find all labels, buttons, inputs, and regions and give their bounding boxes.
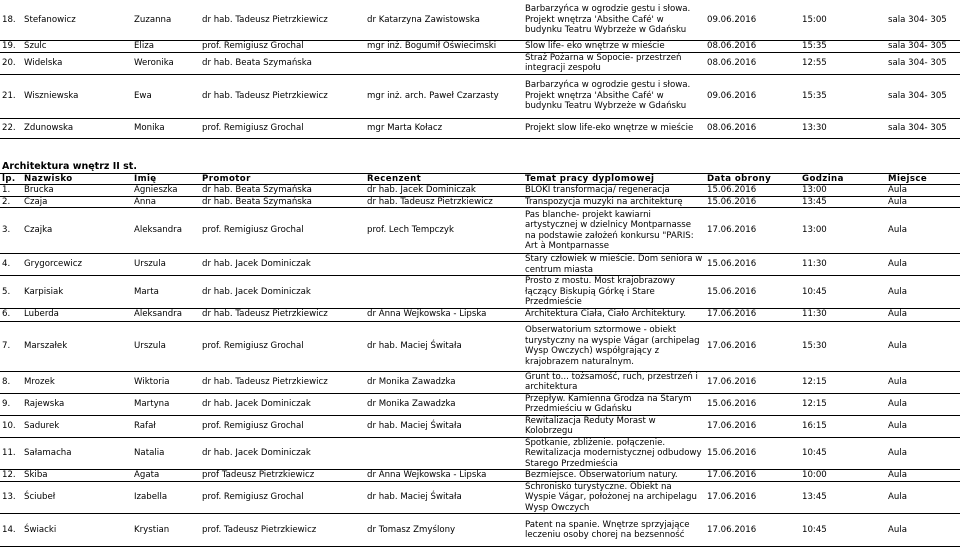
cell-surname: Rajewska: [22, 393, 132, 415]
table-row: [0, 208, 960, 254]
cell-promotor: prof. Remigiusz Grochal: [200, 118, 365, 138]
cell-time: 15:35: [800, 40, 886, 52]
cell-lp: 11.: [0, 437, 22, 470]
cell-time: 12:15: [800, 393, 886, 415]
cell-name: Krystian: [132, 514, 200, 547]
cell-lp: 3.: [0, 208, 22, 254]
table-row: [0, 40, 960, 52]
cell-name: Eliza: [132, 40, 200, 52]
cell-room: Aula: [886, 470, 960, 482]
cell-time: 13:00: [800, 185, 886, 197]
cell-lp: 20.: [0, 52, 22, 74]
cell-date: 15.06.2016: [705, 276, 800, 309]
cell-room: Aula: [886, 437, 960, 470]
cell-date: 15.06.2016: [705, 393, 800, 415]
cell-date: 15.06.2016: [705, 437, 800, 470]
cell-name: Weronika: [132, 52, 200, 74]
cell-room: Aula: [886, 393, 960, 415]
table-row: [0, 393, 960, 415]
table-row: [0, 74, 960, 118]
cell-promotor: dr hab. Tadeusz Pietrzkiewicz: [200, 371, 365, 393]
cell-promotor: dr hab. Jacek Dominiczak: [200, 276, 365, 309]
cell-promotor: prof. Remigiusz Grochal: [200, 415, 365, 437]
table-row: [0, 470, 960, 482]
section-break: [0, 138, 960, 185]
cell-name: Rafał: [132, 415, 200, 437]
table-row: [0, 52, 960, 74]
cell-lp: 5.: [0, 276, 22, 309]
section-title: Architektura wnętrz II st.: [0, 159, 960, 174]
cell-time: 10:45: [800, 437, 886, 470]
cell-date: 15.06.2016: [705, 185, 800, 197]
cell-surname: Czajka: [22, 208, 132, 254]
cell-reviewer: mgr Marta Kołacz: [365, 118, 523, 138]
cell-reviewer: [365, 276, 523, 309]
cell-topic: Projekt slow life-eko wnętrze w mieście: [523, 118, 705, 138]
cell-topic: Schronisko turystyczne. Obiekt na Wyspie Vágar, położonej na archipelagu Wysp Owczych: [523, 481, 705, 514]
cell-room: Aula: [886, 514, 960, 547]
cell-time: 11:30: [800, 254, 886, 276]
cell-reviewer: dr Monika Zawadzka: [365, 371, 523, 393]
cell-lp: 19.: [0, 40, 22, 52]
cell-date: 17.06.2016: [705, 308, 800, 321]
cell-reviewer: [365, 254, 523, 276]
cell-promotor: dr hab. Jacek Dominiczak: [200, 437, 365, 470]
cell-topic: Spotkanie, zbliżenie. połączenie. Rewitalizacja modernistycznej odbudowy Starego Przedmieścia: [523, 437, 705, 470]
cell-promotor: dr hab. Jacek Dominiczak: [200, 254, 365, 276]
cell-date: 17.06.2016: [705, 321, 800, 371]
cell-name: Agata: [132, 470, 200, 482]
cell-promotor: prof. Remigiusz Grochal: [200, 481, 365, 514]
section-rows: [0, 185, 960, 547]
cell-name: Aleksandra: [132, 308, 200, 321]
cell-promotor: prof. Remigiusz Grochal: [200, 40, 365, 52]
cell-topic: Grunt to... tożsamość, ruch, przestrzeń i architektura: [523, 371, 705, 393]
cell-promotor: dr hab. Tadeusz Pietrzkiewicz: [200, 0, 365, 40]
cell-time: 13:00: [800, 208, 886, 254]
cell-room: Aula: [886, 254, 960, 276]
cell-topic: Prosto z mostu. Most krajobrazowy łączący Biskupią Górkę i Stare Przedmieście: [523, 276, 705, 309]
cell-time: 15:35: [800, 74, 886, 118]
cell-date: 17.06.2016: [705, 481, 800, 514]
cell-reviewer: dr Tomasz Zmyślony: [365, 514, 523, 547]
cell-lp: 10.: [0, 415, 22, 437]
cell-topic: Stary człowiek w mieście. Dom seniora w centrum miasta: [523, 254, 705, 276]
cell-room: sala 304- 305: [886, 74, 960, 118]
cell-reviewer: dr hab. Maciej Świtała: [365, 481, 523, 514]
cell-promotor: dr hab. Tadeusz Pietrzkiewicz: [200, 74, 365, 118]
table-row: [0, 415, 960, 437]
cell-room: Aula: [886, 276, 960, 309]
cell-reviewer: dr hab. Jacek Dominiczak: [365, 185, 523, 197]
cell-reviewer: dr Monika Zawadzka: [365, 393, 523, 415]
cell-time: 11:30: [800, 308, 886, 321]
cell-surname: Widelska: [22, 52, 132, 74]
table-header: [0, 173, 960, 185]
cell-topic: Bezmiejsce. Obserwatorium natury.: [523, 470, 705, 482]
cell-reviewer: dr Anna Wejkowska - Lipska: [365, 470, 523, 482]
cell-promotor: dr hab. Beata Szymańska: [200, 196, 365, 208]
cell-surname: Mrozek: [22, 371, 132, 393]
cell-surname: Stefanowicz: [22, 0, 132, 40]
cell-room: Aula: [886, 185, 960, 197]
cell-lp: 4.: [0, 254, 22, 276]
cell-room: Aula: [886, 308, 960, 321]
table-row: [0, 0, 960, 40]
header-date: Data obrony: [705, 173, 800, 185]
cell-surname: Luberda: [22, 308, 132, 321]
cell-lp: 18.: [0, 0, 22, 40]
header-promotor: Promotor: [200, 173, 365, 185]
header-lp: lp.: [0, 173, 22, 185]
cell-name: Wiktoria: [132, 371, 200, 393]
cell-time: 15:00: [800, 0, 886, 40]
cell-promotor: dr hab. Jacek Dominiczak: [200, 393, 365, 415]
table-row: [0, 276, 960, 309]
cell-lp: 14.: [0, 514, 22, 547]
cell-date: 15.06.2016: [705, 196, 800, 208]
cell-topic: Straż Pożarna w Sopocie- przestrzeń integracji zespołu: [523, 52, 705, 74]
cell-name: Natalia: [132, 437, 200, 470]
cell-time: 12:15: [800, 371, 886, 393]
cell-date: 17.06.2016: [705, 470, 800, 482]
cell-date: 15.06.2016: [705, 254, 800, 276]
cell-date: 17.06.2016: [705, 371, 800, 393]
cell-room: sala 304- 305: [886, 0, 960, 40]
cell-promotor: prof. Remigiusz Grochal: [200, 321, 365, 371]
cell-room: Aula: [886, 321, 960, 371]
cell-date: 09.06.2016: [705, 74, 800, 118]
cell-room: sala 304- 305: [886, 118, 960, 138]
cell-name: Martyna: [132, 393, 200, 415]
cell-room: sala 304- 305: [886, 52, 960, 74]
table-row: [0, 514, 960, 547]
table-row: [0, 254, 960, 276]
cell-surname: Świacki: [22, 514, 132, 547]
cell-surname: Sadurek: [22, 415, 132, 437]
cell-reviewer: dr Anna Wejkowska - Lipska: [365, 308, 523, 321]
cell-date: 08.06.2016: [705, 52, 800, 74]
cell-lp: 1.: [0, 185, 22, 197]
cell-topic: Obserwatorium sztormowe - obiekt turystyczny na wyspie Vágar (archipelag Wysp Owczych) współgrający z krajobrazem naturalnym.: [523, 321, 705, 371]
cell-time: 12:55: [800, 52, 886, 74]
table-row: [0, 481, 960, 514]
cell-time: 13:30: [800, 118, 886, 138]
cell-surname: Marszałek: [22, 321, 132, 371]
cell-surname: Wiszniewska: [22, 74, 132, 118]
table-row: [0, 118, 960, 138]
cell-reviewer: dr Katarzyna Zawistowska: [365, 0, 523, 40]
cell-surname: Grygorcewicz: [22, 254, 132, 276]
cell-room: Aula: [886, 196, 960, 208]
header-surname: Nazwisko: [22, 173, 132, 185]
cell-date: 08.06.2016: [705, 40, 800, 52]
cell-date: 09.06.2016: [705, 0, 800, 40]
table-row: [0, 185, 960, 197]
header-reviewer: Recenzent: [365, 173, 523, 185]
cell-time: 10:45: [800, 276, 886, 309]
cell-lp: 13.: [0, 481, 22, 514]
cell-lp: 7.: [0, 321, 22, 371]
cell-promotor: prof. Remigiusz Grochal: [200, 208, 365, 254]
cell-room: Aula: [886, 481, 960, 514]
cell-room: Aula: [886, 371, 960, 393]
header-room: Miejsce: [886, 173, 960, 185]
cell-reviewer: [365, 52, 523, 74]
cell-surname: Ściubeł: [22, 481, 132, 514]
cell-reviewer: [365, 437, 523, 470]
cell-topic: Rewitalizacja Reduty Morast w Kolobrzegu: [523, 415, 705, 437]
cell-room: sala 304- 305: [886, 40, 960, 52]
cell-reviewer: prof. Lech Tempczyk: [365, 208, 523, 254]
cell-surname: Brucka: [22, 185, 132, 197]
cell-topic: Transpozycja muzyki na architekturę: [523, 196, 705, 208]
cell-lp: 6.: [0, 308, 22, 321]
cell-name: Agnieszka: [132, 185, 200, 197]
cell-name: Izabella: [132, 481, 200, 514]
cell-topic: Patent na spanie. Wnętrze sprzyjające leczeniu osoby chorej na bezsenność: [523, 514, 705, 547]
cell-time: 15:30: [800, 321, 886, 371]
cell-lp: 2.: [0, 196, 22, 208]
cell-lp: 22.: [0, 118, 22, 138]
cell-date: 17.06.2016: [705, 415, 800, 437]
table-row: [0, 437, 960, 470]
cell-topic: Barbarzyńca w ogrodzie gestu i słowa. Projekt wnętrza 'Absithe Café' w budynku Teatru Wybrzeże w Gdańsku: [523, 0, 705, 40]
cell-topic: BLOKI transformacja/ regeneracja: [523, 185, 705, 197]
cell-promotor: dr hab. Beata Szymańska: [200, 52, 365, 74]
cell-name: Monika: [132, 118, 200, 138]
cell-date: 08.06.2016: [705, 118, 800, 138]
cell-lp: 12.: [0, 470, 22, 482]
cell-reviewer: mgr inż. Bogumił Oświecimski: [365, 40, 523, 52]
cell-topic: Pas blanche- projekt kawiarni artystycznej w dzielnicy Montparnasse na podstawie założeń konkursu "PARIS: Art à Montparnasse: [523, 208, 705, 254]
cell-name: Zuzanna: [132, 0, 200, 40]
cell-date: 17.06.2016: [705, 514, 800, 547]
cell-lp: 9.: [0, 393, 22, 415]
cell-surname: Sałamacha: [22, 437, 132, 470]
cell-name: Marta: [132, 276, 200, 309]
cell-name: Aleksandra: [132, 208, 200, 254]
header-topic: Temat pracy dyplomowej: [523, 173, 705, 185]
cell-surname: Zdunowska: [22, 118, 132, 138]
cell-topic: Przepływ. Kamienna Grodza na Starym Przedmieściu w Gdańsku: [523, 393, 705, 415]
top-rows: [0, 0, 960, 138]
cell-time: 10:00: [800, 470, 886, 482]
cell-name: Ewa: [132, 74, 200, 118]
table-row: [0, 321, 960, 371]
cell-topic: Slow life- eko wnętrze w mieście: [523, 40, 705, 52]
cell-promotor: dr hab. Tadeusz Pietrzkiewicz: [200, 308, 365, 321]
cell-room: Aula: [886, 415, 960, 437]
cell-reviewer: mgr inż. arch. Paweł Czarzasty: [365, 74, 523, 118]
cell-lp: 8.: [0, 371, 22, 393]
cell-reviewer: dr hab. Maciej Świtała: [365, 321, 523, 371]
cell-promotor: prof Tadeusz Pietrzkiewicz: [200, 470, 365, 482]
cell-topic: Architektura Ciała, Ciało Architektury.: [523, 308, 705, 321]
table-row: [0, 196, 960, 208]
cell-room: Aula: [886, 208, 960, 254]
table-row: [0, 371, 960, 393]
cell-lp: 21.: [0, 74, 22, 118]
cell-time: 16:15: [800, 415, 886, 437]
cell-reviewer: dr hab. Maciej Świtała: [365, 415, 523, 437]
cell-topic: Barbarzyńca w ogrodzie gestu i słowa. Projekt wnętrza 'Absithe Café' w budynku Teatru Wybrzeże w Gdańsku: [523, 74, 705, 118]
cell-reviewer: dr hab. Tadeusz Pietrzkiewicz: [365, 196, 523, 208]
cell-surname: Skiba: [22, 470, 132, 482]
cell-name: Anna: [132, 196, 200, 208]
cell-surname: Czaja: [22, 196, 132, 208]
cell-time: 10:45: [800, 514, 886, 547]
cell-name: Urszula: [132, 321, 200, 371]
cell-surname: Karpisiak: [22, 276, 132, 309]
cell-promotor: dr hab. Beata Szymańska: [200, 185, 365, 197]
cell-time: 13:45: [800, 481, 886, 514]
cell-promotor: prof. Tadeusz Pietrzkiewicz: [200, 514, 365, 547]
cell-date: 17.06.2016: [705, 208, 800, 254]
cell-surname: Szulc: [22, 40, 132, 52]
header-time: Godzina: [800, 173, 886, 185]
cell-name: Urszula: [132, 254, 200, 276]
table-row: [0, 308, 960, 321]
cell-time: 13:45: [800, 196, 886, 208]
header-name: Imię: [132, 173, 200, 185]
